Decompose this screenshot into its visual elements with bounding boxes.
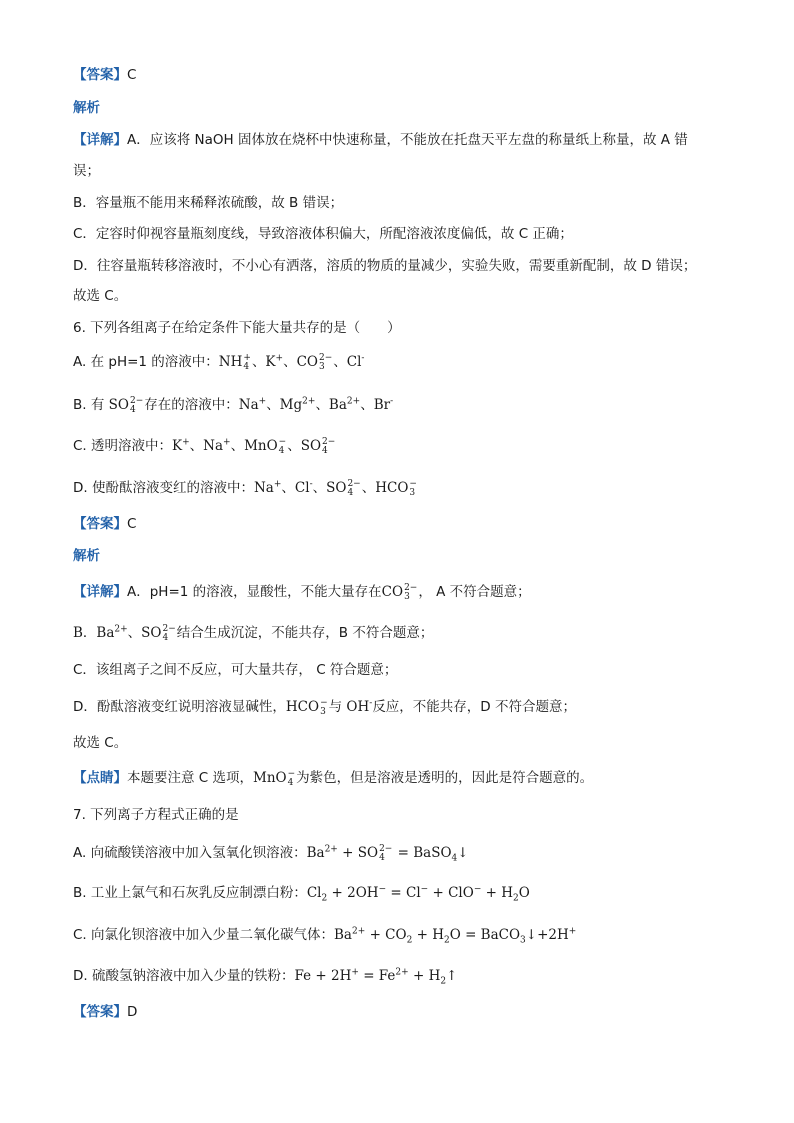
q7-answer-line [73,1002,137,1022]
detail-label: 【详解】 [73,132,127,148]
answer-label: 【答案】 [73,516,127,532]
answer-label: 【答案】 [73,67,127,83]
q6-detail-c: C．该组离子之间不反应，可大量共存， C 符合题意； [73,662,398,678]
equation: $Cl_2 + 2OH^- = Cl^- + ClO^- + H_2O$ [306,884,530,904]
comment-label: 【点睛】 [73,770,127,786]
analysis-label: 解析 [73,548,100,564]
q7-stem: 7. 下列离子方程式正确的是 [73,807,239,823]
answer-label: 【答案】 [73,1004,127,1020]
ion-list: NH + 4 、K+、CO 2− 3 、Cl- [218,352,365,372]
q6-option-c: C. 透明溶液中：K+、Na+、MnO − 4 、SO 2− 4 [73,436,336,456]
q6-detail-d: D．酚酞溶液变红说明溶液显碱性，HCO − 3 与 OH-反应，不能共存，D 不符合题意； [73,697,576,717]
q6-detail-b: B．$Ba^{2+}$、SO 2− 4 结合生成沉淀，不能共存，B 不符合题意； [73,623,434,643]
q5-detail-a-cont: 误； [73,163,100,179]
q5-detail-b: B．容量瓶不能用来稀释浓硫酸，故 B 错误； [73,195,344,211]
q6-option-b: B. 有 SO 2− 4 存在的溶液中：Na+、$Mg^{2+}$、$Ba^{2+}$、Br- [73,395,394,415]
detail-label: 【详解】 [73,584,127,600]
ion-list: Na+、$Mg^{2+}$、$Ba^{2+}$、Br- [238,396,394,413]
q7-option-d: D. 硫酸氢钠溶液中加入少量的铁粉：$Fe + 2H^+ = Fe^{2+}$ + $H_2↑$ [73,967,458,987]
q7-option-b: B. 工业上氯气和石灰乳反应制漂白粉：$Cl_2 + 2OH^- = Cl^- + ClO^- + H_2O$ [73,884,530,904]
q7-option-c: C. 向氯化钡溶液中加入少量二氧化碳气体：$Ba^{2+} + CO_2 + H_2O$ = BaCO$_3$↓+2H+ [73,926,577,946]
q5-detail-a: 【详解】A．应该将 NaOH 固体放在烧杯中快速称量，不能放在托盘天平左盘的称量纸上称量，故 A 错 [73,132,688,148]
answer-value: C [127,516,137,532]
q5-conclusion: 故选 C。 [73,288,128,304]
q6-option-a: A. 在 pH=1 的溶液中：NH + 4 、K+、CO 2− 3 、Cl- [73,352,365,372]
analysis-label: 解析 [73,100,100,116]
equation: $Ba^{2+} + CO_2 + H_2O$ = BaCO$_3$↓+2H+ [334,926,577,946]
q5-detail-c: C．定容时仰视容量瓶刻度线，导致溶液体积偏大，所配溶液浓度偏低，故 C 正确； [73,226,573,242]
q6-conclusion: 故选 C。 [73,735,128,751]
q5-answer-line [73,65,136,85]
q6-option-d: D. 使酚酞溶液变红的溶液中：Na+、Cl-、SO 2− 4 、HCO − 3 [73,478,417,498]
equation: $Ba^{2+}$ + SO 2− 4 = BaSO$_4$↓ [306,843,469,864]
q6-answer-line [73,514,136,534]
q6-stem: 6. 下列各组离子在给定条件下能大量共存的是（ ） [73,320,401,336]
ion-list: K+、Na+、MnO − 4 、SO 2− 4 [172,436,336,456]
q6-detail-a: 【详解】A．pH=1 的溶液，显酸性，不能大量存在CO 2− 3 ， A 不符合题意； [73,582,531,602]
q6-comment: 【点睛】本题要注意 C 选项，MnO − 4 为紫色，但是溶液是透明的，因此是符合题意的。 [73,768,594,788]
answer-value: C [127,67,137,83]
q7-option-a: A. 向硫酸镁溶液中加入氢氧化钡溶液：$Ba^{2+}$ + SO 2− 4 = BaSO$_4$↓ [73,843,469,864]
ion-list: Na+、Cl-、SO 2− 4 、HCO − 3 [253,478,417,498]
q5-detail-d: D．往容量瓶转移溶液时，不小心有洒落，溶质的物质的量减少，实验失败，需要重新配制，故 D 错误； [73,258,697,274]
equation: $Fe + 2H^+ = Fe^{2+}$ + $H_2↑$ [294,967,458,987]
answer-value: D [127,1004,138,1020]
